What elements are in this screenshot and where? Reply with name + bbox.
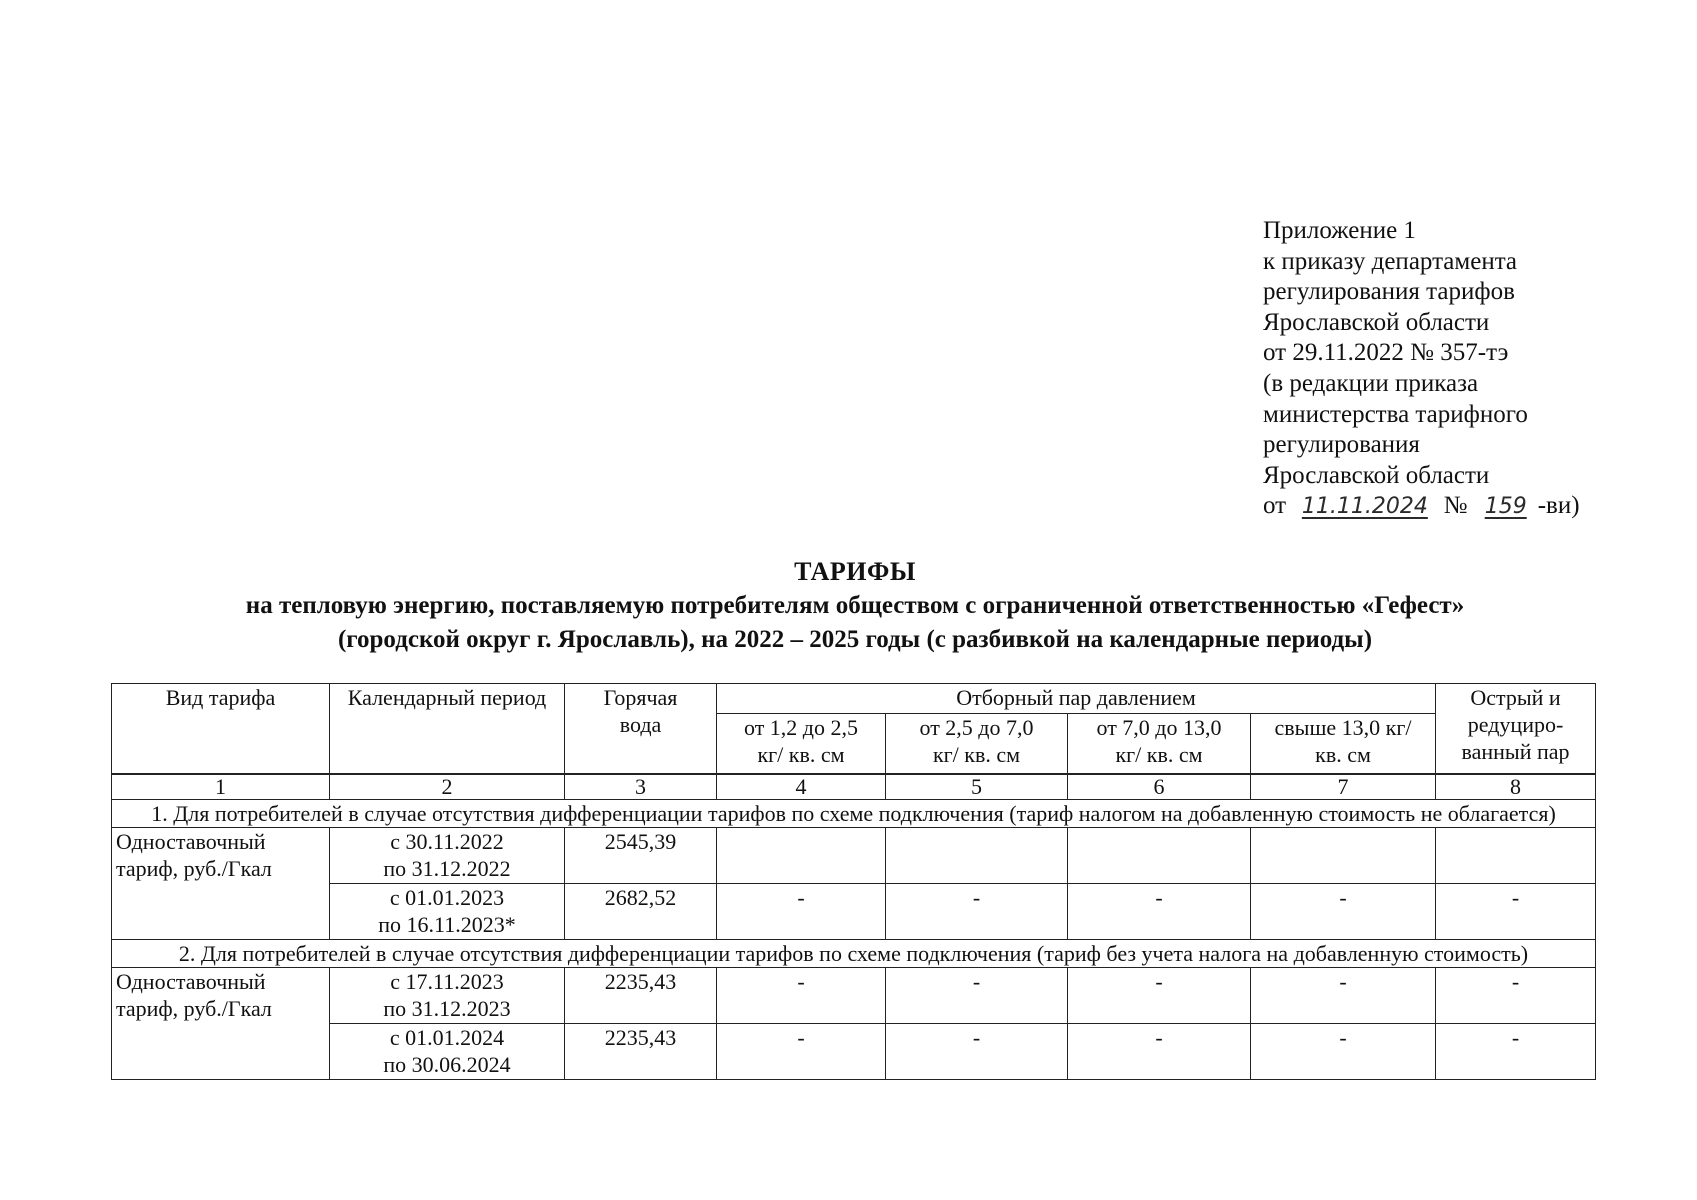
pressure-3-value	[1068, 827, 1251, 883]
handwritten-number: 159	[1484, 494, 1527, 520]
appendix-line: к приказу департамента	[1263, 247, 1518, 275]
period-to: по 16.11.2023*	[378, 911, 516, 937]
period-to: по 31.12.2022	[383, 855, 511, 881]
period-cell	[330, 883, 565, 939]
pressure-3-value: -	[1068, 967, 1251, 1023]
title-subtitle-line: на тепловую энергию, поставляемую потребителям обществом с ограниченной ответственностью «Гефест»	[245, 592, 1465, 619]
hot-water-value: 2235,43	[565, 1023, 717, 1079]
sharp-steam-value: -	[1436, 883, 1596, 939]
column-number: 5	[886, 774, 1068, 800]
period-cell	[330, 1023, 565, 1079]
table-row	[112, 967, 1596, 1023]
period-from: с 17.11.2023	[390, 968, 504, 994]
pressure-3-value: -	[1068, 883, 1251, 939]
period-cell	[330, 827, 565, 883]
sharp-steam-value: -	[1436, 1023, 1596, 1079]
header-pressure-4: свыше 13,0 кг/ кв. см	[1251, 714, 1436, 774]
period-to: по 30.06.2024	[383, 1051, 511, 1077]
tariff-type-cell: Одноставочный тариф, руб./Гкал	[112, 967, 330, 1079]
column-number: 8	[1436, 774, 1596, 800]
header-pressure-2: от 2,5 до 7,0 кг/ кв. см	[886, 714, 1068, 774]
header-pressure-3: от 7,0 до 13,0 кг/ кв. см	[1068, 714, 1251, 774]
appendix-line: Ярославской области	[1263, 461, 1490, 489]
column-number: 6	[1068, 774, 1251, 800]
column-number: 1	[112, 774, 330, 800]
section-title: 1. Для потребителей в случае отсутствия дифференциации тарифов по схеме подключения (тариф налогом на добавленную стоимость не облагается)	[112, 799, 1596, 827]
table-row	[112, 1023, 1596, 1079]
handwritten-date: 11.11.2024	[1301, 494, 1428, 520]
pressure-3-value: -	[1068, 1023, 1251, 1079]
period-from: с 01.01.2023	[389, 884, 505, 910]
pressure-1-value: -	[717, 967, 886, 1023]
pressure-1-value	[717, 827, 886, 883]
appendix-block	[1263, 216, 1580, 523]
sharp-steam-value: -	[1436, 967, 1596, 1023]
period-from: с 30.11.2022	[390, 828, 504, 854]
header-steam-group: Отборный пар давлением	[717, 684, 1436, 714]
section-title: 2. Для потребителей в случае отсутствия дифференциации тарифов по схеме подключения (тариф без учета налога на добавленную стоимость)	[112, 939, 1596, 967]
document-title	[110, 555, 1600, 657]
section-title-row	[112, 939, 1596, 967]
section-title-row	[112, 799, 1596, 827]
hot-water-value: 2682,52	[565, 883, 717, 939]
pressure-2-value: -	[886, 1023, 1068, 1079]
column-number: 4	[717, 774, 886, 800]
table-row	[112, 883, 1596, 939]
title-subtitle-line: (городской округ г. Ярославль), на 2022 – 2025 годы (с разбивкой на календарные периоды)	[337, 626, 1373, 653]
pressure-4-value: -	[1251, 1023, 1436, 1079]
pressure-2-value	[886, 827, 1068, 883]
appendix-line: (в редакции приказа	[1263, 369, 1479, 397]
appendix-line: регулирования тарифов	[1263, 278, 1515, 306]
pressure-4-value: -	[1251, 967, 1436, 1023]
order-prefix: от	[1263, 492, 1287, 520]
pressure-2-value: -	[886, 967, 1068, 1023]
header-row	[112, 684, 1596, 714]
appendix-line: Приложение 1	[1263, 217, 1416, 244]
header-tariff-type: Вид тарифа	[112, 684, 330, 774]
pressure-1-value: -	[717, 1023, 886, 1079]
column-number: 7	[1251, 774, 1436, 800]
header-pressure-1: от 1,2 до 2,5 кг/ кв. см	[717, 714, 886, 774]
pressure-4-value	[1251, 827, 1436, 883]
column-numbers-row	[112, 774, 1596, 800]
period-to: по 31.12.2023	[383, 995, 511, 1021]
column-number: 3	[565, 774, 717, 800]
pressure-4-value: -	[1251, 883, 1436, 939]
header-hot-water: Горячая вода	[565, 684, 717, 774]
appendix-line: Ярославской области	[1263, 308, 1490, 336]
tariffs-table	[111, 683, 1596, 1080]
sharp-steam-value	[1436, 827, 1596, 883]
order-suffix: -ви)	[1537, 492, 1580, 520]
pressure-2-value: -	[886, 883, 1068, 939]
number-sign: №	[1443, 492, 1468, 520]
period-cell	[330, 967, 565, 1023]
tariff-type-cell: Одноставочный тариф, руб./Гкал	[112, 827, 330, 939]
appendix-line: от 29.11.2022 № 357-тэ	[1263, 339, 1509, 367]
pressure-1-value: -	[717, 883, 886, 939]
column-number: 2	[330, 774, 565, 800]
table-row	[112, 827, 1596, 883]
hot-water-value: 2235,43	[565, 967, 717, 1023]
appendix-order-line	[1263, 491, 1580, 523]
header-period: Календарный период	[330, 684, 565, 774]
header-sharp-steam: Острый и редуциро-ванный пар	[1436, 684, 1596, 774]
title-main: ТАРИФЫ	[794, 557, 916, 586]
appendix-line: министерства тарифного	[1263, 400, 1528, 428]
period-from: с 01.01.2024	[389, 1024, 505, 1050]
hot-water-value: 2545,39	[565, 827, 717, 883]
appendix-line: регулирования	[1263, 431, 1420, 459]
